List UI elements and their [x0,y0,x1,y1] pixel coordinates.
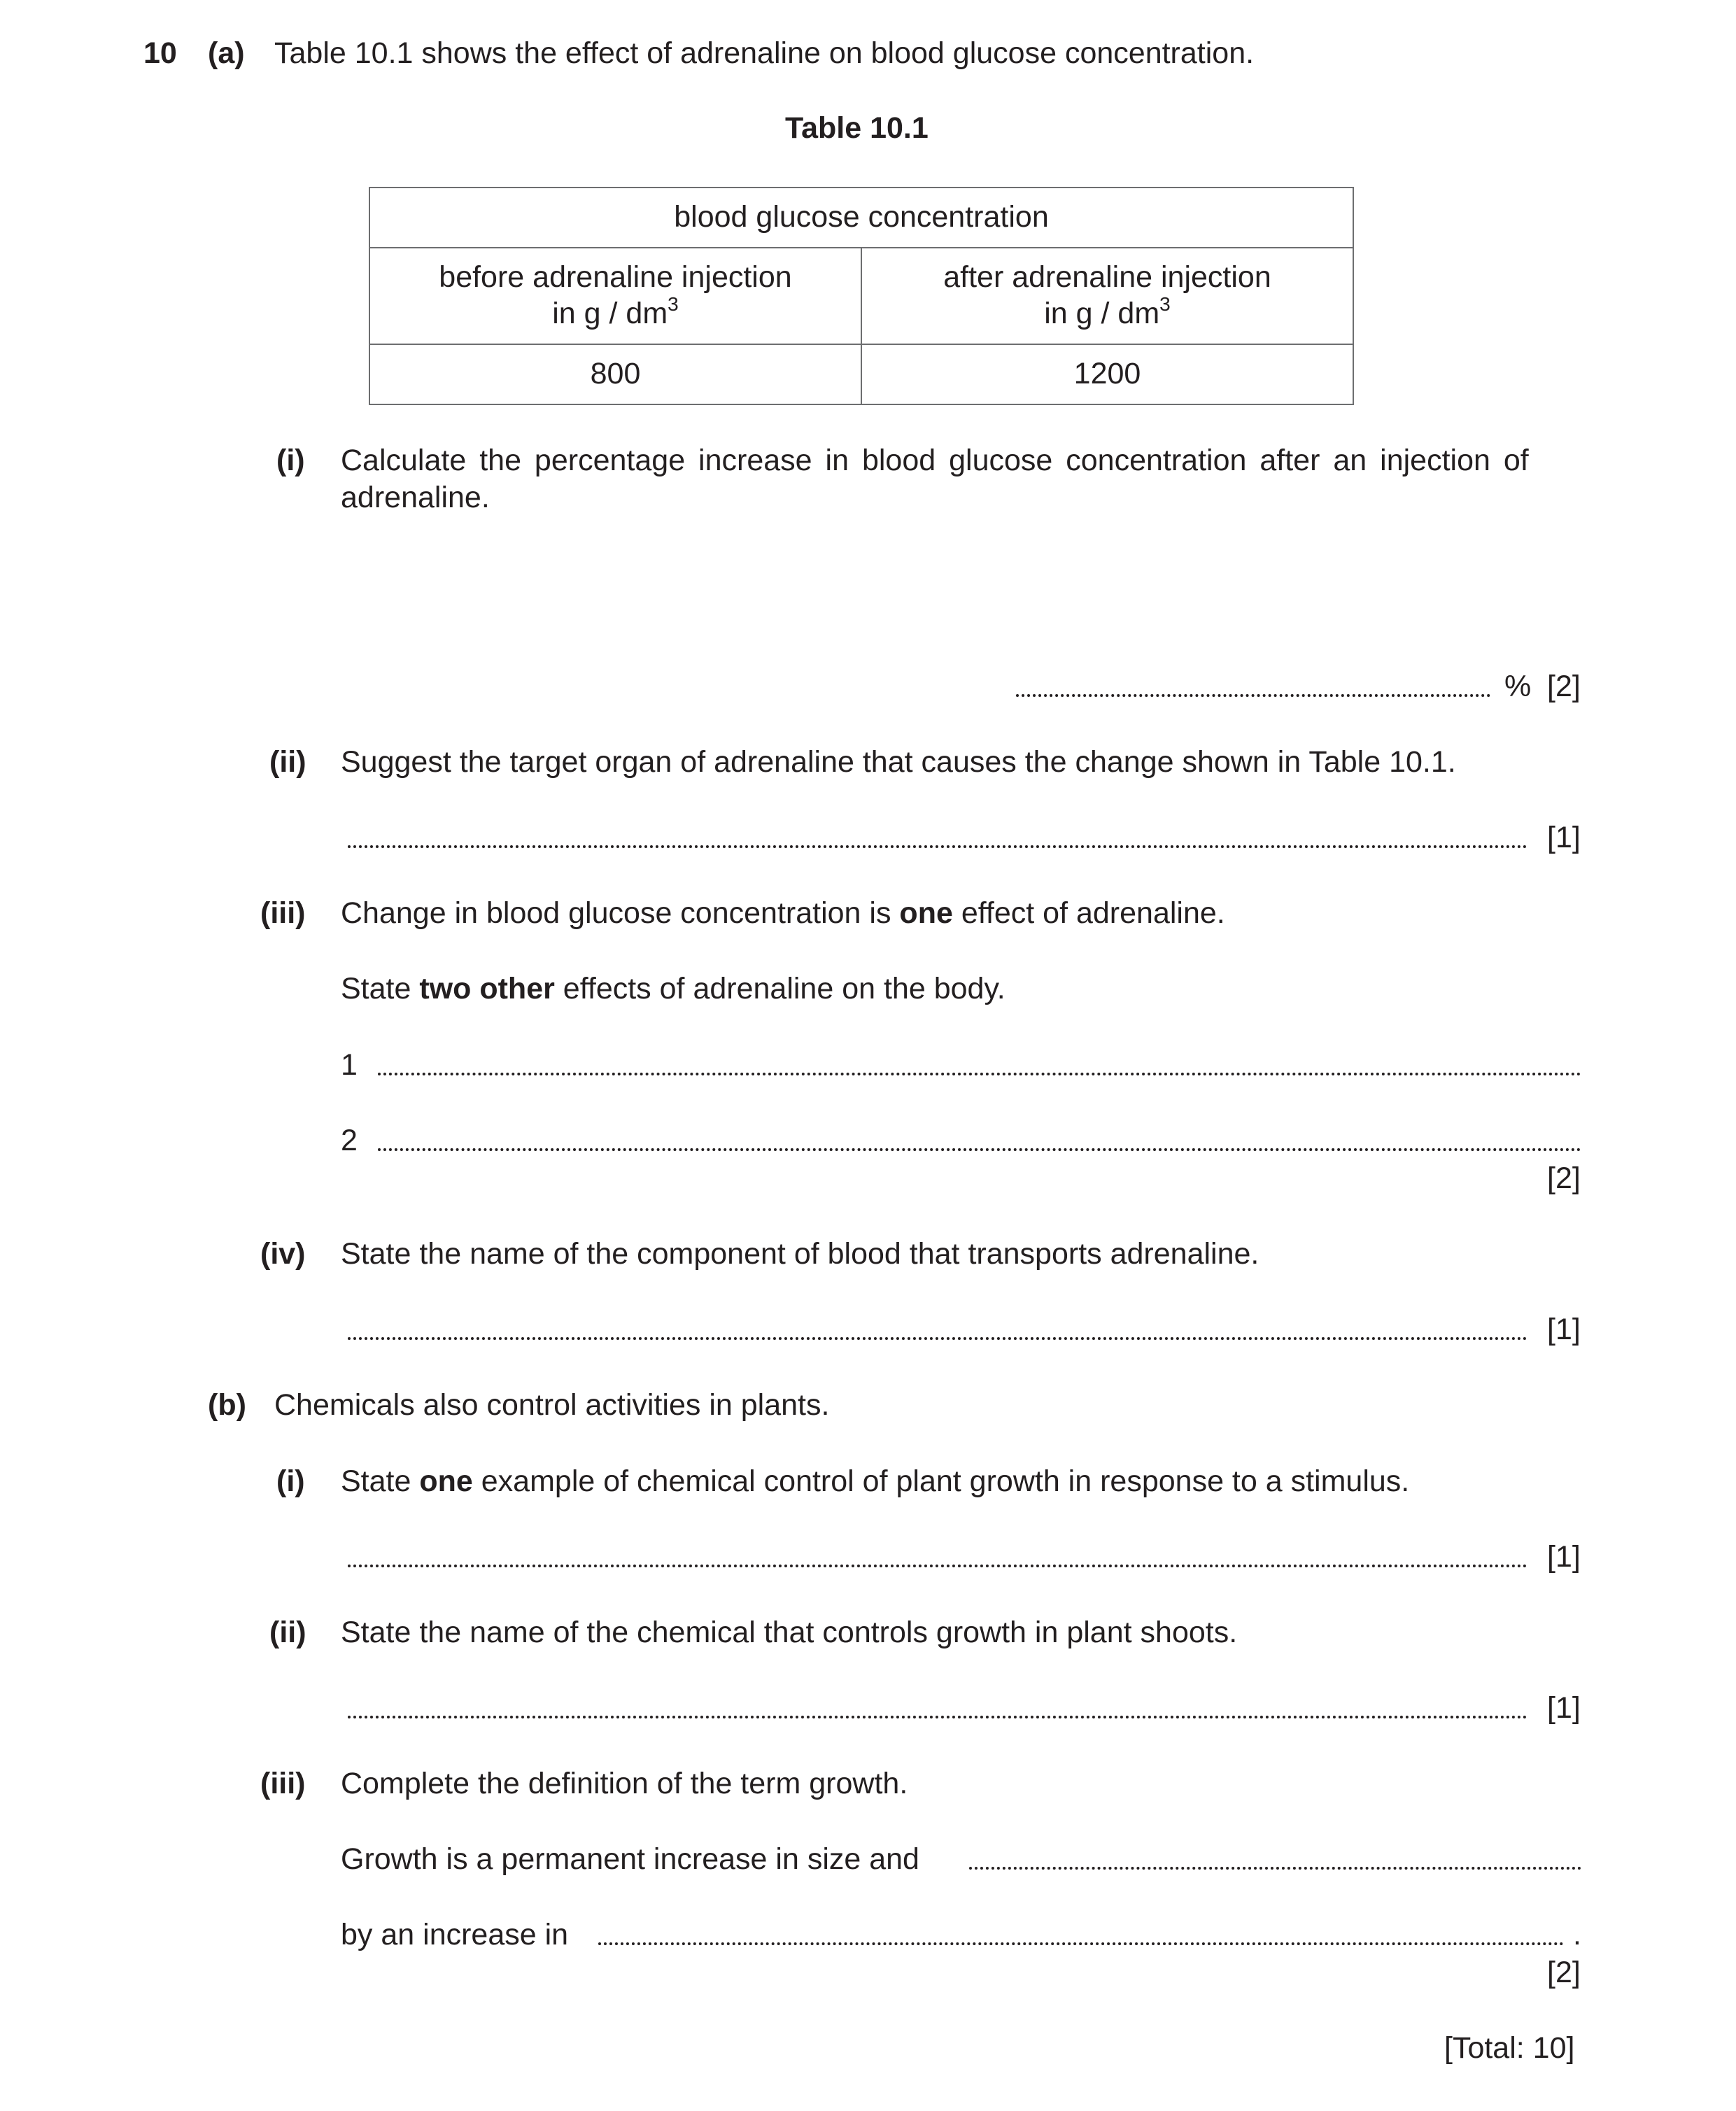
a-i-label: (i) [276,444,305,477]
table-caption: Table 10.1 [785,111,929,145]
a-ii-answer-line[interactable] [348,817,1527,848]
a-iv-label: (iv) [260,1237,306,1271]
col-after-line1: after adrenaline injection [943,260,1271,295]
total-marks: [Total: 10] [1444,2031,1575,2065]
col-before-line1: before adrenaline injection [439,260,792,295]
col-before-unit: in g / $dm^3$ [552,293,679,330]
a-iii-instruction: State two other effects of adrenaline on the body. [341,972,1005,1005]
b-iii-line2-end: . [1573,1918,1581,1951]
b-i-text: State one example of chemical control of plant growth in response to a stimulus. [341,1464,1410,1498]
b-i-answer-line[interactable] [348,1537,1527,1567]
glucose-table [369,187,1354,405]
table-col-after [861,248,1353,344]
b-ii-label: (ii) [269,1616,306,1649]
a-ii-label: (ii) [269,745,306,779]
table-col-before [369,248,861,344]
b-iii-text: Complete the definition of the term growth. [341,1767,908,1800]
table-header: blood glucose concentration [369,188,1353,248]
part-b-intro: Chemicals also control activities in plants. [274,1388,830,1422]
a-iii-answer-line-2[interactable] [378,1120,1581,1151]
b-iii-answer-line-2[interactable] [598,1914,1564,1945]
table-cell-before-value: 800 [369,344,861,404]
a-i-answer-line[interactable] [1016,666,1490,697]
a-iv-marks: [1] [1547,1313,1581,1346]
a-i-text-line2: adrenaline. [341,481,490,514]
a-i-marks: [2] [1547,670,1581,703]
b-iii-line1: Growth is a permanent increase in size and [341,1842,919,1876]
a-iv-text: State the name of the component of blood that transports adrenaline. [341,1237,1259,1271]
b-ii-answer-line[interactable] [348,1688,1527,1718]
a-ii-text: Suggest the target organ of adrenaline that causes the change shown in Table 10.1. [341,745,1456,779]
b-i-label: (i) [276,1464,305,1498]
a-i-unit: % [1504,670,1532,703]
a-iii-answer-line-1[interactable] [378,1045,1581,1075]
b-iii-line2: by an increase in [341,1918,569,1951]
part-a-intro: Table 10.1 shows the effect of adrenaline on blood glucose concentration. [274,36,1255,70]
a-ii-marks: [1] [1547,821,1581,854]
b-ii-text: State the name of the chemical that controls growth in plant shoots. [341,1616,1238,1649]
b-iii-label: (iii) [260,1767,306,1800]
col-after-unit: in g / $dm^3$ [1044,293,1171,330]
part-a-label: (a) [208,36,245,70]
table-cell-after-value: 1200 [861,344,1353,404]
a-iii-item1-number: 1 [341,1048,358,1082]
b-iii-answer-line-1[interactable] [969,1839,1581,1870]
a-iv-answer-line[interactable] [348,1309,1527,1340]
part-b-label: (b) [208,1388,246,1422]
a-iii-item2-number: 2 [341,1124,358,1157]
b-iii-marks: [2] [1547,1956,1581,1989]
a-iii-marks: [2] [1547,1162,1581,1195]
question-number: 10 [143,36,177,70]
a-iii-text: Change in blood glucose concentration is one effect of adrenaline. [341,896,1225,930]
b-ii-marks: [1] [1547,1691,1581,1725]
a-i-text-line1: Calculate the percentage increase in blood glucose concentration after an injection of [341,444,1529,477]
a-iii-label: (iii) [260,896,306,930]
b-i-marks: [1] [1547,1540,1581,1574]
